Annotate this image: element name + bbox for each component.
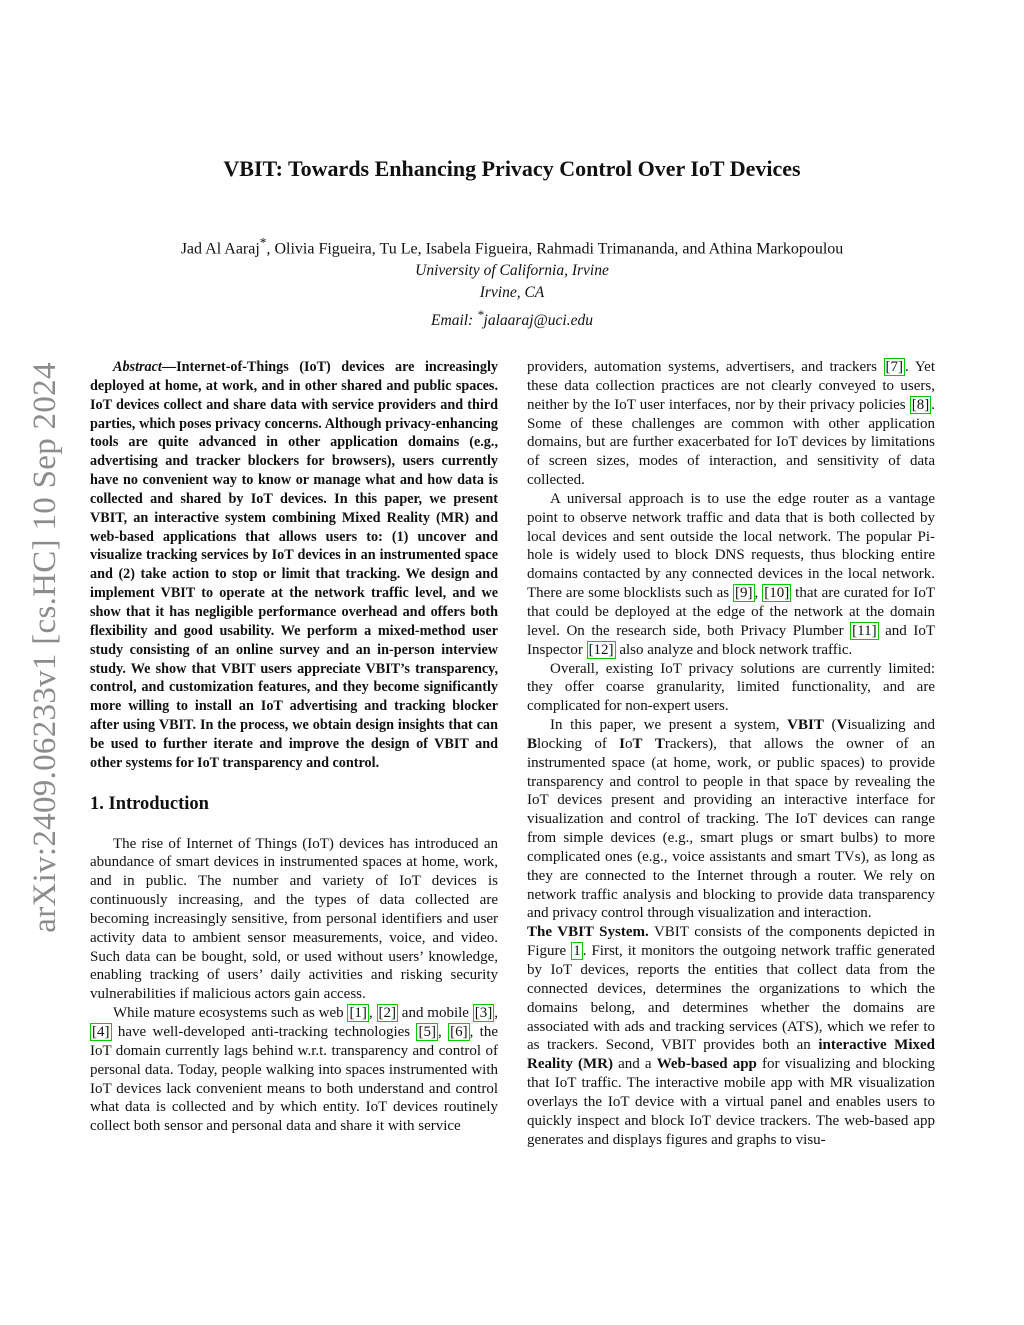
affiliation: University of California, Irvine <box>415 262 609 280</box>
citation-link[interactable]: [10] <box>764 585 790 602</box>
email-mark: * <box>477 307 484 323</box>
arxiv-identifier-stamp <box>20 355 70 940</box>
citation-link[interactable]: [9] <box>735 585 753 602</box>
author-names <box>0 232 1024 260</box>
citation-link[interactable]: [7] <box>885 359 904 375</box>
intro-paragraph-1: The rise of Internet of Things (IoT) devices has introduced an abundance of smart devices in instrumented spaces at home, work, and in public. The number and variety of IoT devices is continuously increasing, and the types of data collected are becoming increasingly sensitive, from personal identifiers and user activity data to ambient sensor measurements, voice, and video. Such data can be bought, sold, or used without users’ knowledge, enabling tracking of users’ daily activities and risking security vulnerabilities if malicious actors gain access. <box>90 835 498 1003</box>
abstract-lead: Abstract <box>113 359 162 375</box>
section-heading-introduction: 1. Introduction <box>90 793 209 814</box>
abstract <box>90 358 498 773</box>
intro-paragraph-2: While mature ecosystems such as web [1] , [2] and mobile [3] , [4] have well-developed anti-tracking technologies [5] , [6] , the IoT domain currently lags behind w.r.t. transparency and control of personal data. Today, people walking into spaces instrumented with IoT devices lack convenient means to both understand and control what data is collected and by which entity. IoT devices routinely collect both sensor and personal data and share it with service <box>90 1005 499 1135</box>
citation-link[interactable]: [8] <box>911 396 930 413</box>
citation-link[interactable]: [11] <box>852 622 877 639</box>
right-paragraph-3: Overall, existing IoT privacy solutions are currently limited: they offer coarse granularity, limited functionality, and are complicated for non-expert users. <box>527 660 935 715</box>
citation-link[interactable]: [1] <box>349 1005 367 1022</box>
citation-link[interactable]: [3] <box>474 1005 493 1022</box>
arxiv-stamp-text: arXiv:2409.06233v1 [cs.HC] 10 Sep 2024 <box>26 362 63 933</box>
email-address[interactable]: jalaaraj@uci.edu <box>483 312 593 330</box>
right-paragraph-2: A universal approach is to use the edge router as a vantage point to observe network traffic and data that is both collected by local devices and sent outside the local network. The popular Pi-hole is widely used to block DNS requests, thus blocking entire domains contacted by any connected devices in the local network. There are some blocklists such as [9] , [10] that are curated for IoT that could be deployed at the edge of the network at the domain level. On the research side, both Privacy Plumber [11] and IoT Inspector [12] also analyze and block network traffic. <box>527 490 935 658</box>
other-authors: , Olivia Figueira, Tu Le, Isabela Figueira, Rahmadi Trimananda, and Athina Markopoulou <box>266 240 844 258</box>
first-author: Jad Al Aaraj <box>180 240 260 258</box>
location: Irvine, CA <box>479 284 545 302</box>
right-paragraph-5: The VBIT System. VBIT consists of the components depicted in Figure 1 . First, it monitors the outgoing network traffic generated by IoT devices, reports the entities that collect data from the connected devices, determines the organizations to which the domains belong, and determines whether the domains are associated with ads and tracking services (ATS), which we refer to as trackers. Second, VBIT provides both an interactive Mixed Reality (MR) and a Web-based app for visualizing and blocking that IoT traffic. The interactive mobile app with MR visualization overlays the IoT device with a virtual panel and enables users to quickly inspect and block IoT device trackers. The web-based app generates and displays figures and graphs to visu- <box>527 924 936 1148</box>
right-paragraph-1: providers, automation systems, advertisers, and trackers [7] . Yet these data collection practices are not clearly conveyed to users, neither by the IoT user interfaces, nor by their privacy policies [8] . Some of these challenges are common with other application domains, but are further exacerbated for IoT devices by limitations of screen sizes, modes of interaction, and sensitivity of data collected. <box>527 359 935 489</box>
citation-link[interactable]: [2] <box>378 1005 396 1022</box>
figure-link[interactable]: 1 <box>573 943 581 960</box>
corresponding-mark: * <box>259 235 267 250</box>
right-column <box>527 358 935 1149</box>
citation-link[interactable]: [4] <box>92 1024 110 1040</box>
paragraph-run-in-heading: The VBIT System. <box>527 924 649 941</box>
abstract-text: —Internet-of-Things (IoT) devices are increasingly deployed at home, at work, and in other shared and public spaces. IoT devices collect and share data with service providers and third parties, which poses privacy concerns. Although privacy-enhancing tools are quite advanced in other application domains (e.g., advertising and tracker blockers for browsers), users currently have no convenient way to know or manage what and how data is collected and shared by IoT devices. In this paper, we present VBIT, an interactive system combining Mixed Reality (MR) and web-based applications that allows users to: (1) uncover and visualize tracking services by IoT devices in an instrumented space and (2) take action to stop or limit that tracking. We design and implement VBIT to operate at the network traffic level, and we show that it has negligible performance overhead and offers both flexibility and good usability. We perform a mixed-method user study consisting of an online survey and an in-person interview study. We show that VBIT users appreciate VBIT’s transparency, control, and customization features, and they become significantly more willing to install an IoT advertising and tracking blocker after using VBIT. In the process, we obtain design insights that can be used to further iterate and improve the design of VBIT and other systems for IoT transparency and control. <box>90 359 498 771</box>
citation-link[interactable]: [5] <box>418 1024 436 1040</box>
citation-link[interactable]: [12] <box>588 641 614 658</box>
paper-title: VBIT: Towards Enhancing Privacy Control Over IoT Devices <box>223 156 801 181</box>
right-paragraph-4: In this paper, we present a system, VBIT (Visualizing and Blocking of IoT Trackers), that allows the owner of an instrumented space (at home, work, or public spaces) to provide transparency and control to people in that space by revealing the IoT devices present and providing an interactive interface for visualization and control of tracking. The IoT devices can range from simple devices (e.g., smart plugs or smart bulbs) to more complicated ones (e.g., voice assistants and smart TVs), as long as they are connected to the Internet through a router. We rely on network traffic analysis and blocking to provide data transparency and privacy control through visualization and interaction. <box>527 717 936 922</box>
email-label: Email: <box>431 312 478 330</box>
author-block <box>0 232 1024 332</box>
email-line <box>0 304 1024 332</box>
citation-link[interactable]: [6] <box>450 1024 468 1040</box>
left-column <box>90 358 498 1136</box>
